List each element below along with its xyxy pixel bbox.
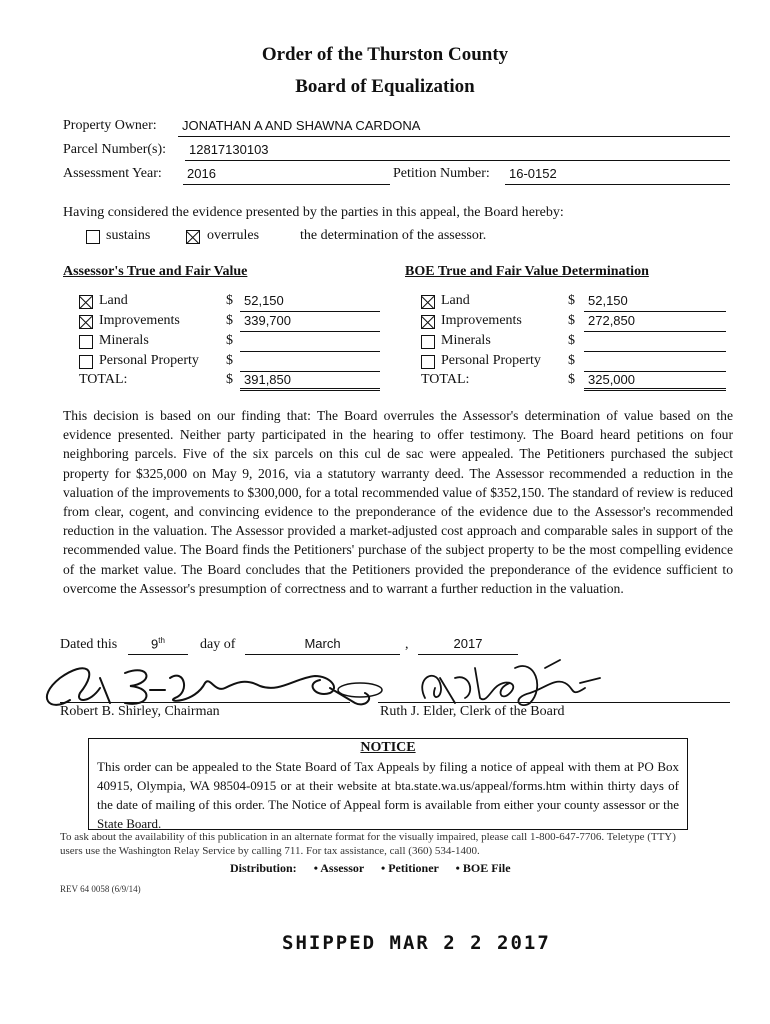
boe-value-3 — [584, 353, 726, 372]
boe-label-0: Land — [441, 293, 470, 308]
distribution-label: Distribution: — [230, 861, 297, 875]
boe-currency-1: $ — [568, 313, 575, 328]
dated-day: 9th — [128, 636, 188, 655]
notice-heading: NOTICE — [360, 740, 416, 755]
sustains-label: sustains — [106, 228, 151, 243]
assessor-currency-3: $ — [226, 353, 233, 368]
assessor-label-3: Personal Property — [99, 353, 199, 368]
assessor-checkbox-2 — [79, 335, 93, 349]
assessor-total-currency: $ — [226, 372, 233, 387]
dated-comma: , — [405, 637, 409, 652]
boe-currency-2: $ — [568, 333, 575, 348]
overrules-label: overrules — [207, 228, 260, 243]
decision-text: This decision is based on our finding that: The Board overrules the Assessor's determination of value based on the evidence presented. Neither party participated in the hearing to offer testimony. The Board heard petitions on four neighboring parcels. Five of the six parcels on this cul de sac were appealed. The Petitioners purchased the subject property for $325,000 on May 9, 2016, via a statutory warranty deed. The Assessor recommended a reduction in the valuation of the improvements to $300,000, for a total recommended value of $352,150. The standard of review is reduced from clear, cogent, and convincing evidence to the preponderance of the evidence due to the Assessor's recommended reduction in the valuation. The Assessor provided a market-adjusted cost approach and comparable sales in support of the recommended value. The Board finds the Petitioners' purchase of the subject property to be the most compelling evidence of the market value. The Board concludes that the Petitioners provided the preponderance of the evidence sufficient to overcome the Assessor's presumption of correctness and to warrant a further reduction in the valuation. — [63, 408, 733, 596]
boe-value-0: 52,150 — [584, 293, 726, 312]
distribution — [230, 861, 511, 876]
boe-label-1: Improvements — [441, 313, 522, 328]
boe-total-currency: $ — [568, 372, 575, 387]
title-line-2: Board of Equalization — [295, 76, 475, 97]
petition-field: 16-0152 — [505, 166, 730, 185]
shipped-stamp: SHIPPED MAR 2 2 2017 — [282, 932, 551, 954]
assessor-value-2 — [240, 333, 380, 352]
distribution-item-assessor: • Assessor — [313, 861, 365, 875]
parcel-label: Parcel Number(s): — [63, 142, 167, 157]
assessor-total-label: TOTAL: — [79, 372, 128, 387]
dated-prefix: Dated this — [60, 637, 118, 652]
assessor-value-3 — [240, 353, 380, 372]
assessor-value-0: 52,150 — [240, 293, 380, 312]
clerk-name: Ruth J. Elder, Clerk of the Board — [380, 704, 565, 719]
notice-box — [88, 738, 688, 830]
boe-currency-3: $ — [568, 353, 575, 368]
overrules-checkbox — [186, 230, 200, 244]
chairman-name: Robert B. Shirley, Chairman — [60, 704, 220, 719]
year-label: Assessment Year: — [63, 166, 162, 181]
assessor-currency-0: $ — [226, 293, 233, 308]
boe-total-label: TOTAL: — [421, 372, 470, 387]
assessor-label-1: Improvements — [99, 313, 180, 328]
clerk-signature-line — [378, 702, 730, 703]
form-number: REV 64 0058 (6/9/14) — [60, 884, 141, 894]
assessor-value-1: 339,700 — [240, 313, 380, 332]
boe-label-3: Personal Property — [441, 353, 541, 368]
assessor-checkbox-0 — [79, 295, 93, 309]
petition-label: Petition Number: — [393, 166, 490, 181]
sustains-checkbox — [86, 230, 100, 244]
boe-value-1: 272,850 — [584, 313, 726, 332]
title-line-1: Order of the Thurston County — [261, 44, 509, 65]
boe-label-2: Minerals — [441, 333, 491, 348]
distribution-item-boe-file: • BOE File — [455, 861, 511, 875]
boe-checkbox-0 — [421, 295, 435, 309]
assessor-total-value: 391,850 — [240, 372, 380, 391]
boe-value-2 — [584, 333, 726, 352]
owner-field: JONATHAN A AND SHAWNA CARDONA — [178, 118, 730, 137]
year-field: 2016 — [183, 166, 390, 185]
accessibility-note: To ask about the availability of this publication in an alternate format for the visually impaired, please call 1-800-647-7706. Teletype (TTY) users use the Washington Relay Service by calling 711. For tax assistance, call (360) 534-1400. — [60, 831, 676, 857]
determination-suffix: the determination of the assessor. — [300, 228, 487, 243]
boe-heading: BOE True and Fair Value Determination — [405, 264, 649, 279]
assessor-checkbox-1 — [79, 315, 93, 329]
boe-checkbox-3 — [421, 355, 435, 369]
distribution-item-petitioner: • Petitioner — [381, 861, 439, 875]
boe-checkbox-2 — [421, 335, 435, 349]
dated-mid: day of — [200, 637, 236, 652]
owner-label: Property Owner: — [63, 118, 157, 133]
determination-intro: Having considered the evidence presented by the parties in this appeal, the Board hereby: — [63, 205, 564, 220]
assessor-currency-2: $ — [226, 333, 233, 348]
dated-year: 2017 — [418, 636, 518, 655]
boe-total-value: 325,000 — [584, 372, 726, 391]
assessor-label-0: Land — [99, 293, 128, 308]
dated-month: March — [245, 636, 400, 655]
boe-currency-0: $ — [568, 293, 575, 308]
parcel-field: 12817130103 — [185, 142, 730, 161]
assessor-heading: Assessor's True and Fair Value — [63, 264, 248, 279]
assessor-currency-1: $ — [226, 313, 233, 328]
boe-checkbox-1 — [421, 315, 435, 329]
assessor-checkbox-3 — [79, 355, 93, 369]
chairman-signature-line — [60, 702, 350, 703]
notice-text: This order can be appealed to the State Board of Tax Appeals by filing a notice of appeal with them at PO Box 40915, Olympia, WA 98504-0915 or at their website at bta.state.wa.us/appeal/forms.htm within thirty days of the date of mailing of this order. The Notice of Appeal form is available from either your county assessor or the State Board. — [97, 759, 679, 831]
assessor-label-2: Minerals — [99, 333, 149, 348]
